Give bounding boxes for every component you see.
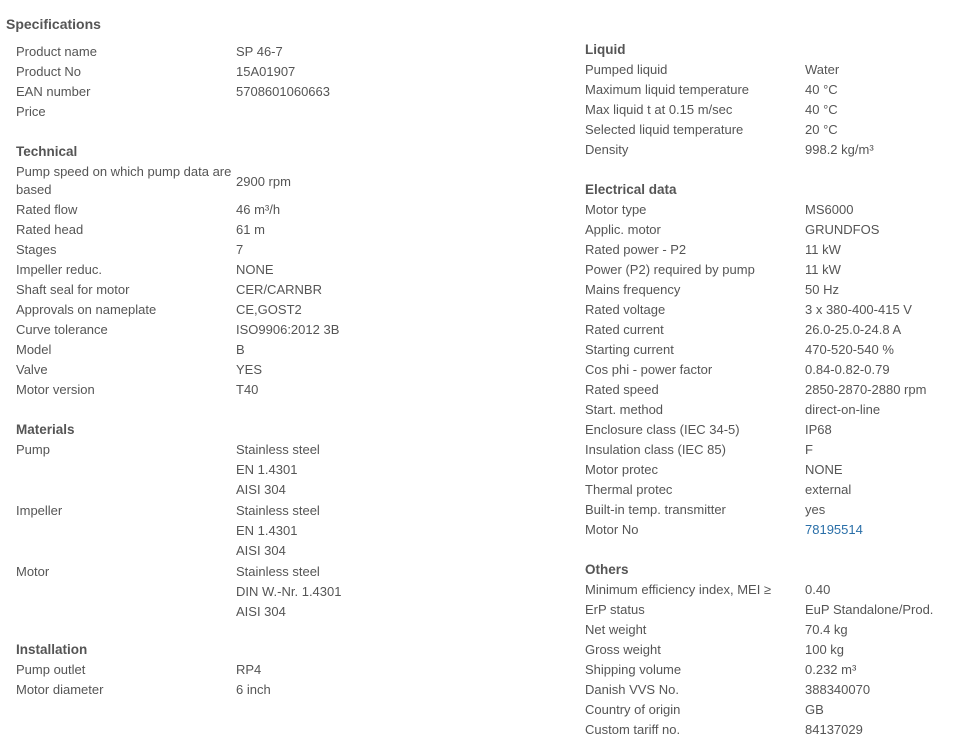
spec-value-line: Stainless steel [236,503,320,518]
spec-row [585,240,955,260]
spec-label: Impeller reduc. [16,262,102,277]
spec-row [585,520,955,540]
section-title: Technical [16,144,78,159]
spec-value: CER/CARNBR [236,282,322,297]
spec-row [16,240,566,260]
installation-section [16,640,566,700]
spec-row [585,640,955,660]
spec-value [236,102,566,122]
spec-row [585,400,955,420]
spec-value: CE,GOST2 [236,302,302,317]
spec-label: Price [16,104,46,119]
spec-row [16,42,566,62]
spec-label: Applic. motor [585,222,661,237]
spec-row [585,320,955,340]
spec-label: Motor type [585,202,647,217]
spec-value: 5708601060663 [236,84,330,99]
spec-row [585,420,955,440]
section-title: Electrical data [585,182,677,197]
spec-value: 26.0-25.0-24.8 A [805,322,902,337]
spec-row [585,460,955,480]
spec-value: 40 °C [805,82,838,97]
spec-label: Country of origin [585,702,681,717]
spec-row [16,501,566,562]
spec-label: Motor protec [585,462,658,477]
spec-value: MS6000 [805,202,854,217]
spec-label: Selected liquid temperature [585,122,744,137]
spec-value: 11 kW [805,262,841,277]
spec-row [585,220,955,240]
spec-value: 2850-2870-2880 rpm [805,382,927,397]
spec-row [585,680,955,700]
spec-row [16,300,566,320]
spec-row [585,660,955,680]
spec-label: Valve [16,362,48,377]
spec-row [16,102,566,122]
spec-row [16,82,566,102]
spec-value: Water [805,62,840,77]
spec-value: 11 kW [805,242,841,257]
spec-label: Custom tariff no. [585,722,681,737]
spec-row [585,480,955,500]
spec-label: Motor diameter [16,682,104,697]
spec-value-line: EN 1.4301 [236,523,298,538]
spec-label: Product No [16,64,82,79]
spec-value-line: EN 1.4301 [236,462,298,477]
spec-value: yes [805,502,826,517]
spec-value [236,562,566,623]
spec-value: 0.232 m³ [805,662,857,677]
spec-row [585,260,955,280]
spec-label: Stages [16,242,57,257]
spec-row [585,700,955,720]
spec-label: Max liquid t at 0.15 m/sec [585,102,733,117]
spec-value: 2900 rpm [236,173,291,189]
spec-row [585,340,955,360]
spec-row [16,162,566,200]
spec-row [585,60,955,80]
spec-value: SP 46-7 [236,44,283,59]
spec-label: Thermal protec [585,482,673,497]
spec-value: external [805,482,852,497]
spec-label: Pump speed on which pump data are based [16,164,232,197]
spec-value: 100 kg [805,642,845,657]
spec-label: Model [16,342,52,357]
spec-value: direct-on-line [805,402,881,417]
spec-label: Pumped liquid [585,62,668,77]
spec-label: Pump outlet [16,662,86,677]
spec-label: Starting current [585,342,674,357]
spec-value: NONE [236,262,274,277]
spec-row [16,340,566,360]
spec-value: 50 Hz [805,282,839,297]
spec-value: 84137029 [805,722,863,737]
spec-label: ErP status [585,602,645,617]
spec-value: NONE [805,462,843,477]
spec-row [16,260,566,280]
spec-label: Rated flow [16,202,78,217]
spec-row [16,280,566,300]
spec-row [585,580,955,600]
spec-value: T40 [236,382,259,397]
section-title: Materials [16,422,75,437]
spec-value [236,501,566,562]
spec-label: Net weight [585,622,647,637]
spec-label: Rated power - P2 [585,242,687,257]
spec-value-line: AISI 304 [236,604,286,619]
page-title: Specifications [6,16,101,32]
spec-value [805,520,955,540]
spec-value: 20 °C [805,122,838,137]
spec-row [585,300,955,320]
spec-value: GRUNDFOS [805,222,880,237]
spec-row [16,440,566,501]
spec-row [585,140,955,160]
spec-row [16,380,566,400]
spec-label: Product name [16,44,97,59]
spec-row [585,200,955,220]
spec-value: B [236,342,245,357]
spec-label: Density [585,142,629,157]
spec-value: 46 m³/h [236,202,281,217]
spec-label: Danish VVS No. [585,682,679,697]
spec-value-line: AISI 304 [236,543,286,558]
spec-value-line: AISI 304 [236,482,286,497]
liquid-section [585,40,955,160]
spec-label: Motor [16,564,50,579]
spec-label: Impeller [16,503,63,518]
spec-value: ISO9906:2012 3B [236,322,340,337]
section-title: Installation [16,642,88,657]
spec-label: Insulation class (IEC 85) [585,442,726,457]
spec-value: GB [805,702,824,717]
spec-label: Shaft seal for motor [16,282,130,297]
spec-label: Approvals on nameplate [16,302,157,317]
spec-value-line: Stainless steel [236,442,320,457]
spec-value: 388340070 [805,682,871,697]
spec-row [585,80,955,100]
spec-value: EuP Standalone/Prod. [805,602,934,617]
spec-value: 6 inch [236,682,271,697]
spec-label: Power (P2) required by pump [585,262,755,277]
section-title: Liquid [585,42,626,57]
general-section [16,42,566,122]
technical-section [16,142,566,400]
spec-label: Rated head [16,222,84,237]
electrical-section [585,180,955,540]
spec-value-line: Stainless steel [236,564,320,579]
spec-row [16,220,566,240]
spec-label: Enclosure class (IEC 34-5) [585,422,740,437]
section-title: Others [585,562,629,577]
spec-value: 61 m [236,222,265,237]
spec-row [16,360,566,380]
spec-value: 40 °C [805,102,838,117]
spec-value [236,440,566,501]
spec-row [585,120,955,140]
spec-row [585,380,955,400]
spec-value: YES [236,362,263,377]
spec-label: EAN number [16,84,91,99]
spec-row [16,680,566,700]
motor-no-link[interactable]: 78195514 [805,522,863,537]
spec-label: Cos phi - power factor [585,362,713,377]
spec-value: 3 x 380-400-415 V [805,302,912,317]
spec-value: 0.84-0.82-0.79 [805,362,890,377]
spec-value: IP68 [805,422,832,437]
spec-label: Shipping volume [585,662,682,677]
spec-value: 15A01907 [236,64,296,79]
spec-value: 470-520-540 % [805,342,894,357]
spec-value: F [805,442,813,457]
spec-row [16,562,566,623]
spec-label: Start. method [585,402,664,417]
spec-label: Curve tolerance [16,322,108,337]
spec-value: 0.40 [805,582,831,597]
spec-row [585,100,955,120]
spec-label: Motor No [585,522,639,537]
others-section [585,560,955,740]
spec-row [585,440,955,460]
spec-value: 998.2 kg/m³ [805,142,874,157]
spec-label: Motor version [16,382,95,397]
spec-row [585,720,955,740]
spec-row [585,280,955,300]
spec-label: Rated speed [585,382,659,397]
spec-value: RP4 [236,662,262,677]
spec-row [16,62,566,82]
spec-value-line: DIN W.-Nr. 1.4301 [236,584,342,599]
spec-row [585,360,955,380]
spec-label: Rated voltage [585,302,666,317]
spec-row [585,500,955,520]
spec-label: Rated current [585,322,664,337]
spec-value: 70.4 kg [805,622,848,637]
spec-row [585,600,955,620]
spec-row [16,320,566,340]
spec-label: Minimum efficiency index, MEI ≥ [585,582,772,597]
spec-label: Gross weight [585,642,661,657]
spec-row [16,200,566,220]
spec-label: Mains frequency [585,282,681,297]
materials-section [16,420,566,623]
spec-label: Maximum liquid temperature [585,82,750,97]
spec-row [585,620,955,640]
spec-label: Built-in temp. transmitter [585,502,726,517]
spec-value: 7 [236,242,244,257]
spec-row [16,660,566,680]
spec-label: Pump [16,442,50,457]
